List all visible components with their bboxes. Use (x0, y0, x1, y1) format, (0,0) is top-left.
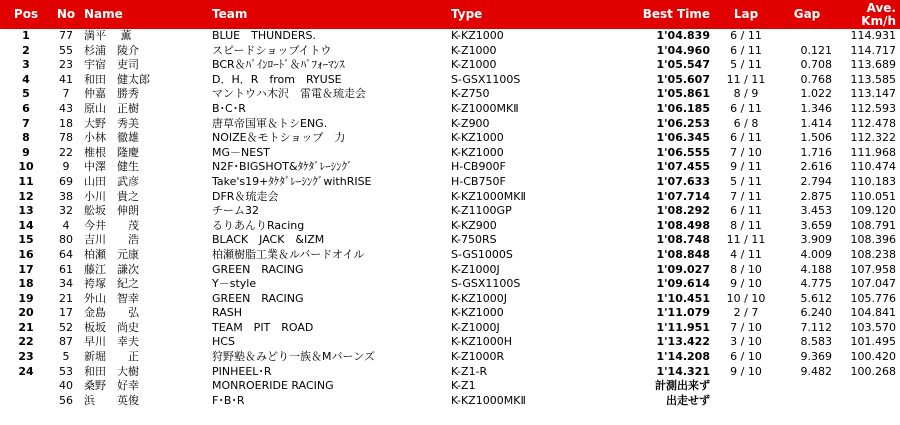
table-row (0, 190, 900, 205)
cell-ave-speed: 103.570 (850, 320, 896, 334)
cell-ave-speed: 113.147 (850, 87, 896, 101)
cell-lap: 2 / 7 (733, 306, 759, 320)
cell-rider-name: 小川 貴之 (84, 189, 139, 203)
cell-best-time: 1'08.848 (656, 247, 710, 261)
cell-team: TEAM PIT ROAD (212, 320, 314, 334)
cell-number: 56 (59, 393, 73, 407)
cell-ave-speed: 113.689 (850, 58, 896, 72)
cell-best-time: 1'11.079 (656, 306, 710, 320)
cell-team: DFR＆琉走会 (212, 189, 279, 203)
cell-rider-name: 金島 弘 (84, 306, 139, 320)
cell-gap: 2.616 (800, 160, 832, 174)
cell-rider-name: 杉浦 陵介 (84, 43, 139, 57)
cell-machine-type: K-KZ1000MKⅡ (451, 393, 526, 407)
cell-pos: 6 (22, 101, 30, 115)
cell-lap: 6 / 11 (730, 204, 762, 218)
cell-number: 87 (59, 335, 73, 349)
cell-lap (714, 379, 778, 394)
cell-rider-name: 和田 健太郎 (84, 72, 150, 86)
header-name: Name (80, 0, 208, 29)
cell-pos: 19 (18, 291, 34, 305)
cell-gap: 1.506 (800, 131, 832, 145)
cell-pos: 20 (18, 306, 34, 320)
cell-rider-name: 浜 英俊 (84, 393, 139, 407)
cell-lap: 6 / 8 (733, 116, 759, 130)
cell-lap: 9 / 11 (730, 160, 762, 174)
cell-team: HCS (212, 335, 235, 349)
cell-lap (714, 394, 778, 409)
cell-gap: 4.009 (800, 247, 832, 261)
cell-gap: 5.612 (800, 291, 832, 305)
cell-lap: 8 / 11 (730, 218, 762, 232)
cell-lap: 6 / 10 (730, 350, 762, 364)
cell-team: F･B･R (212, 393, 245, 407)
cell-lap: 9 / 10 (730, 364, 762, 378)
cell-gap: 1.414 (800, 116, 832, 130)
cell-best-time: 1'04.839 (656, 29, 710, 42)
cell-rider-name: 舩坂 伸朗 (84, 204, 139, 218)
cell-lap: 7 / 10 (730, 145, 762, 159)
cell-best-time: 1'07.633 (656, 174, 710, 188)
header-ave-line1: Ave. (866, 0, 896, 15)
cell-lap: 4 / 11 (730, 247, 762, 261)
cell-team: MONROERIDE RACING (212, 379, 334, 393)
cell-number: 69 (59, 174, 73, 188)
header-team: Team (208, 0, 447, 29)
cell-rider-name: 今井 茂 (84, 218, 139, 232)
cell-best-time: 1'09.614 (656, 277, 710, 291)
cell-best-time: 計測出来ず (655, 379, 710, 393)
cell-ave-speed: 105.776 (850, 291, 896, 305)
cell-team: PINHEEL･R (212, 364, 272, 378)
cell-gap: 3.453 (800, 204, 832, 218)
table-row (0, 87, 900, 102)
cell-rider-name: 吉川 浩 (84, 233, 139, 247)
cell-machine-type: K-KZ900 (451, 218, 497, 232)
cell-ave-speed: 113.585 (850, 72, 896, 86)
cell-team: スピードショップイトウ (212, 43, 332, 57)
cell-best-time: 1'14.208 (656, 350, 710, 364)
cell-number: 77 (59, 29, 73, 42)
cell-machine-type: S-GSX1100S (451, 277, 521, 291)
cell-ave-speed: 111.968 (850, 145, 896, 159)
cell-number: 23 (59, 58, 73, 72)
cell-gap: 1.346 (800, 101, 832, 115)
cell-rider-name: 早川 幸夫 (84, 335, 139, 349)
cell-rider-name: 新堀 正 (84, 350, 139, 364)
table-row (0, 102, 900, 117)
cell-team: D．H．R from RYUSE (212, 72, 342, 86)
cell-team: MG－NEST (212, 145, 270, 159)
cell-gap (778, 394, 836, 409)
cell-best-time: 1'13.422 (656, 335, 710, 349)
cell-pos: 7 (22, 116, 30, 130)
cell-number: 17 (59, 306, 73, 320)
cell-pos: 9 (22, 145, 30, 159)
cell-machine-type: K-Z1000MKⅡ (451, 101, 519, 115)
cell-lap: 10 / 10 (726, 291, 766, 305)
cell-lap: 11 / 11 (726, 233, 766, 247)
cell-gap: 4.188 (800, 262, 832, 276)
cell-machine-type: K-KZ1000 (451, 306, 504, 320)
cell-team: B･C･R (212, 101, 246, 115)
cell-lap: 6 / 11 (730, 131, 762, 145)
cell-best-time: 1'08.292 (656, 204, 710, 218)
header-type: Type (447, 0, 632, 29)
cell-team: Y－style (212, 277, 257, 291)
cell-gap: 6.240 (800, 306, 832, 320)
cell-team: BLACK JACK &IZM (212, 233, 325, 247)
cell-best-time: 1'14.321 (656, 364, 710, 378)
table-row (0, 117, 900, 132)
table-row (0, 73, 900, 88)
cell-gap: 0.121 (800, 43, 832, 57)
table-row (0, 248, 900, 263)
cell-best-time: 出走せず (666, 393, 710, 407)
cell-machine-type: K-KZ1000H (451, 335, 513, 349)
cell-machine-type: K-Z1000J (451, 320, 500, 334)
cell-machine-type: K-Z1000J (451, 262, 500, 276)
cell-team: N2F･BIGSHOT&ﾀｹﾀﾞﾚｰｼﾝｸﾞ (212, 160, 353, 174)
cell-gap: 0.708 (800, 58, 832, 72)
cell-lap: 5 / 11 (730, 174, 762, 188)
cell-lap: 7 / 10 (730, 320, 762, 334)
table-row (0, 335, 900, 350)
cell-pos: 2 (22, 43, 30, 57)
table-row (0, 394, 900, 409)
cell-rider-name: 中澤 健生 (84, 160, 139, 174)
cell-gap: 1.022 (800, 87, 832, 101)
cell-team: BCR＆ﾊﾟｲﾝﾛｰﾄﾞ＆ﾊﾟﾌｫｰﾏﾝｽ (212, 58, 345, 72)
header-no: No (52, 0, 80, 29)
cell-machine-type: K-Z1-R (451, 364, 488, 378)
cell-number: 5 (62, 350, 70, 364)
cell-ave-speed: 110.474 (850, 160, 896, 174)
cell-best-time: 1'07.455 (656, 160, 710, 174)
cell-lap: 11 / 11 (726, 72, 766, 86)
cell-best-time: 1'05.547 (656, 58, 710, 72)
cell-ave-speed: 100.268 (850, 364, 896, 378)
cell-pos: 10 (18, 160, 34, 174)
cell-team: 柏瀬樹脂工業＆ルバードオイル (212, 247, 365, 261)
cell-machine-type: K-Z750 (451, 87, 490, 101)
cell-team: BLUE THUNDERS. (212, 29, 316, 42)
cell-lap: 6 / 11 (730, 43, 762, 57)
cell-best-time: 1'04.960 (656, 43, 710, 57)
cell-number: 80 (59, 233, 73, 247)
cell-ave-speed: 110.051 (850, 189, 896, 203)
cell-rider-name: 原山 正樹 (84, 101, 139, 115)
cell-gap (778, 29, 836, 44)
table-row (0, 175, 900, 190)
cell-team: マントウハ木沢 雷電＆琉走会 (212, 87, 366, 101)
cell-best-time: 1'09.027 (656, 262, 710, 276)
cell-number: 53 (59, 364, 73, 378)
cell-team: GREEN RACING (212, 291, 304, 305)
cell-number: 61 (59, 262, 73, 276)
cell-machine-type: K-KZ1000MKⅡ (451, 189, 526, 203)
cell-number: 41 (59, 72, 73, 86)
cell-pos: 16 (18, 247, 34, 261)
cell-number: 38 (59, 189, 73, 203)
cell-rider-name: 山田 武彦 (84, 174, 139, 188)
cell-gap: 4.775 (800, 277, 832, 291)
cell-rider-name: 小林 徹雄 (84, 131, 139, 145)
cell-ave-speed: 110.183 (850, 174, 896, 188)
cell-pos: 17 (18, 262, 34, 276)
cell-rider-name: 満平 薫 (84, 29, 132, 42)
cell-number: 32 (59, 204, 73, 218)
cell-pos: 18 (18, 277, 34, 291)
cell-best-time: 1'06.253 (656, 116, 710, 130)
cell-number: 55 (59, 43, 73, 57)
cell-team: Take's19+ﾀｹﾀﾞﾚｰｼﾝｸﾞwithRISE (212, 174, 372, 188)
table-row (0, 131, 900, 146)
cell-ave-speed: 114.717 (850, 43, 896, 57)
table-row (0, 44, 900, 59)
results-body (0, 29, 900, 408)
cell-rider-name: 桑野 好幸 (84, 379, 139, 393)
cell-ave-speed: 100.420 (850, 350, 896, 364)
cell-machine-type: K-KZ1000 (451, 145, 504, 159)
cell-ave-speed: 108.396 (850, 233, 896, 247)
cell-lap: 9 / 10 (730, 277, 762, 291)
cell-gap: 2.875 (800, 189, 832, 203)
cell-gap: 7.112 (800, 320, 832, 334)
table-row (0, 204, 900, 219)
cell-best-time: 1'08.748 (656, 233, 710, 247)
cell-gap: 9.482 (800, 364, 832, 378)
cell-pos: 12 (18, 189, 34, 203)
header-best-time: Best Time (632, 0, 714, 29)
cell-machine-type: H-CB900F (451, 160, 506, 174)
cell-number: 9 (62, 160, 70, 174)
cell-ave-speed: 112.478 (850, 116, 896, 130)
cell-best-time: 1'06.345 (656, 131, 710, 145)
cell-best-time: 1'07.714 (656, 189, 710, 203)
cell-gap: 3.909 (800, 233, 832, 247)
cell-pos: 23 (18, 350, 34, 364)
cell-pos: 15 (18, 233, 34, 247)
cell-number: 4 (62, 218, 70, 232)
cell-number: 40 (59, 379, 73, 393)
header-row (0, 0, 900, 29)
cell-machine-type: K-750RS (451, 233, 497, 247)
cell-pos: 21 (18, 320, 34, 334)
cell-number: 78 (59, 131, 73, 145)
cell-best-time: 1'05.861 (656, 87, 710, 101)
cell-machine-type: K-KZ1000J (451, 291, 508, 305)
cell-gap (778, 379, 836, 394)
table-row (0, 306, 900, 321)
cell-best-time: 1'06.555 (656, 145, 710, 159)
cell-pos: 24 (18, 364, 34, 378)
cell-number: 22 (59, 145, 73, 159)
cell-number: 7 (62, 87, 70, 101)
cell-rider-name: 宇宿 吏司 (84, 58, 139, 72)
cell-pos (0, 379, 52, 394)
cell-pos: 11 (18, 174, 34, 188)
cell-number: 64 (59, 247, 73, 261)
table-row (0, 29, 900, 44)
cell-number: 43 (59, 101, 73, 115)
cell-pos: 1 (22, 29, 30, 42)
cell-ave-speed: 107.958 (850, 262, 896, 276)
cell-machine-type: K-Z1000R (451, 350, 505, 364)
cell-pos: 14 (18, 218, 34, 232)
table-row (0, 365, 900, 380)
cell-pos (0, 394, 52, 409)
cell-rider-name: 板坂 尚史 (84, 320, 139, 334)
cell-rider-name: 袴塚 紀之 (84, 277, 139, 291)
table-row (0, 350, 900, 365)
cell-gap: 0.768 (800, 72, 832, 86)
cell-gap: 2.794 (800, 174, 832, 188)
cell-ave-speed: 109.120 (850, 204, 896, 218)
cell-rider-name: 和田 大樹 (84, 364, 139, 378)
cell-team: GREEN RACING (212, 262, 304, 276)
header-lap: Lap (714, 0, 778, 29)
cell-team: RASH (212, 306, 242, 320)
cell-ave-speed: 101.495 (850, 335, 896, 349)
cell-gap: 1.716 (800, 145, 832, 159)
cell-lap: 8 / 10 (730, 262, 762, 276)
cell-ave-speed: 108.791 (850, 218, 896, 232)
table-row (0, 160, 900, 175)
cell-gap: 9.369 (800, 350, 832, 364)
cell-best-time: 1'10.451 (656, 291, 710, 305)
cell-ave-speed: 114.931 (850, 29, 896, 42)
cell-team: チーム32 (212, 204, 259, 218)
header-gap: Gap (778, 0, 836, 29)
cell-ave-speed (836, 394, 900, 409)
cell-machine-type: K-Z900 (451, 116, 490, 130)
cell-machine-type: K-KZ1000 (451, 131, 504, 145)
cell-lap: 6 / 11 (730, 29, 762, 42)
cell-lap: 3 / 10 (730, 335, 762, 349)
cell-lap: 5 / 11 (730, 58, 762, 72)
cell-gap: 3.659 (800, 218, 832, 232)
cell-ave-speed (836, 379, 900, 394)
table-row (0, 146, 900, 161)
cell-machine-type: H-CB750F (451, 174, 506, 188)
table-row (0, 379, 900, 394)
cell-ave-speed: 107.047 (850, 277, 896, 291)
cell-lap: 8 / 9 (733, 87, 759, 101)
cell-pos: 4 (22, 72, 30, 86)
cell-ave-speed: 112.322 (850, 131, 896, 145)
cell-ave-speed: 108.238 (850, 247, 896, 261)
cell-ave-speed: 112.593 (850, 101, 896, 115)
table-row (0, 277, 900, 292)
table-row (0, 219, 900, 234)
cell-rider-name: 仲嘉 勝秀 (84, 87, 139, 101)
cell-best-time: 1'08.498 (656, 218, 710, 232)
cell-pos: 22 (18, 335, 34, 349)
header-ave-line2: Km/h (861, 13, 896, 28)
cell-machine-type: K-Z1 (451, 379, 476, 393)
cell-team: るりあんりRacing (212, 218, 305, 232)
cell-pos: 3 (22, 58, 30, 72)
cell-best-time: 1'06.185 (656, 101, 710, 115)
cell-machine-type: S-GS1000S (451, 247, 513, 261)
cell-lap: 6 / 11 (730, 101, 762, 115)
cell-rider-name: 大野 秀美 (84, 116, 139, 130)
cell-rider-name: 外山 智幸 (84, 291, 139, 305)
cell-number: 34 (59, 277, 73, 291)
cell-ave-speed: 104.841 (850, 306, 896, 320)
cell-pos: 5 (22, 87, 30, 101)
cell-best-time: 1'05.607 (656, 72, 710, 86)
cell-rider-name: 柏瀬 元康 (84, 247, 139, 261)
cell-machine-type: K-KZ1000 (451, 29, 504, 42)
cell-pos: 8 (22, 131, 30, 145)
table-row (0, 292, 900, 307)
cell-lap: 7 / 11 (730, 189, 762, 203)
table-row (0, 58, 900, 73)
table-row (0, 321, 900, 336)
cell-team: NOIZE＆モトショップ 力 (212, 131, 346, 145)
header-ave-speed (836, 0, 900, 29)
cell-rider-name: 椎根 隆慶 (84, 145, 139, 159)
cell-machine-type: K-Z1000 (451, 58, 497, 72)
cell-machine-type: K-Z1000 (451, 43, 497, 57)
cell-machine-type: S-GSX1100S (451, 72, 521, 86)
cell-number: 21 (59, 291, 73, 305)
cell-number: 18 (59, 116, 73, 130)
table-row (0, 233, 900, 248)
cell-gap: 8.583 (800, 335, 832, 349)
table-row (0, 263, 900, 278)
cell-best-time: 1'11.951 (656, 320, 710, 334)
header-pos: Pos (0, 0, 52, 29)
cell-team: 唐草帝国軍＆トシENG. (212, 116, 328, 130)
cell-number: 52 (59, 320, 73, 334)
cell-machine-type: K-Z1100GP (451, 204, 512, 218)
cell-rider-name: 藤江 謙次 (84, 262, 139, 276)
cell-team: 狩野塾＆みどり一族＆Mバーンズ (212, 350, 375, 364)
cell-pos: 13 (18, 204, 34, 218)
